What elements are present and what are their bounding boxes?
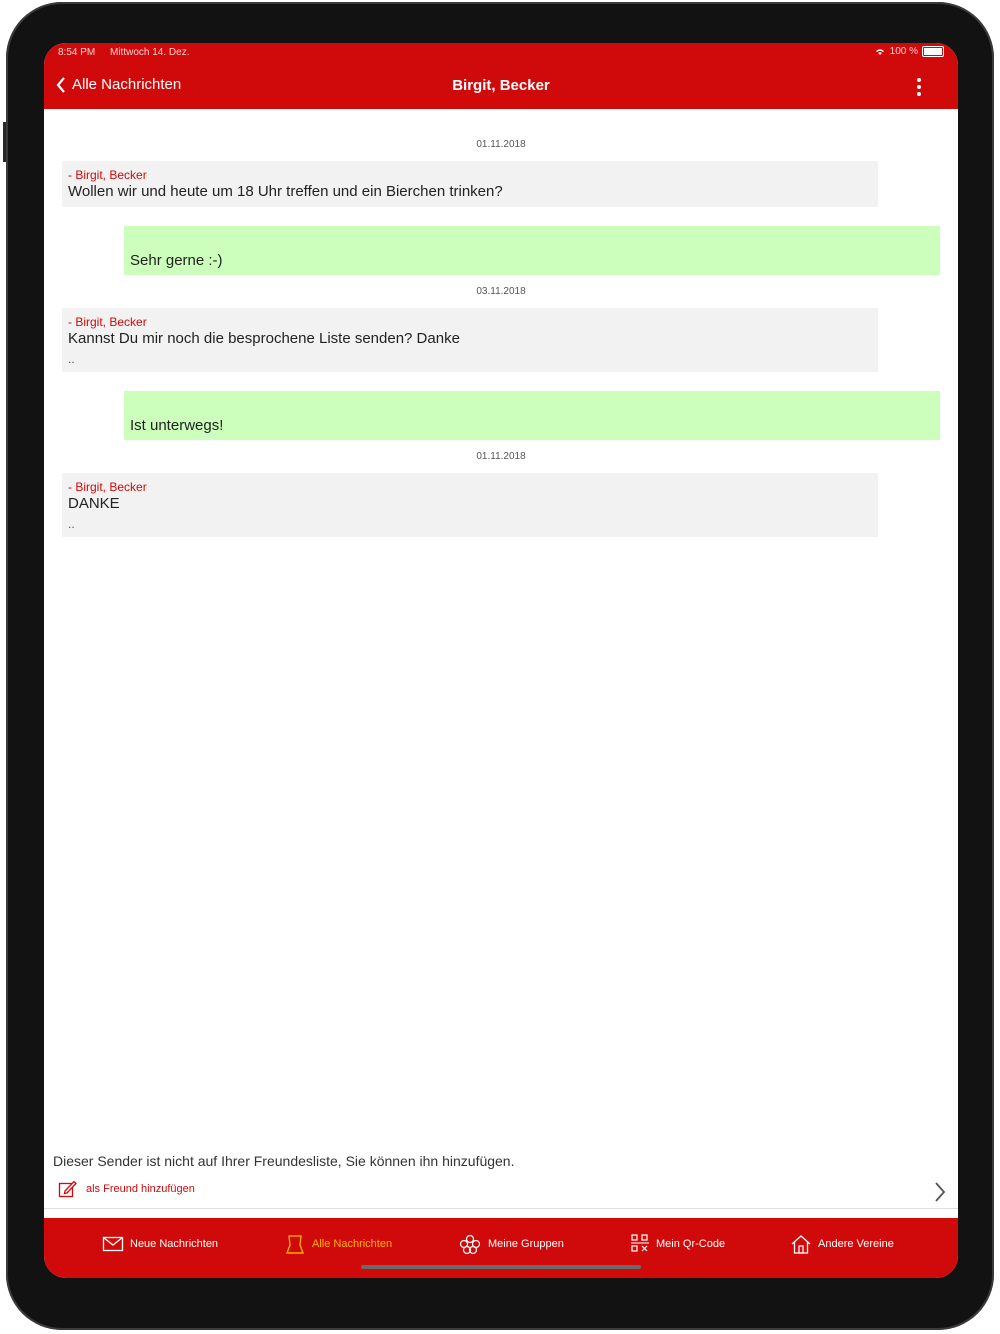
add-friend-label: als Freund hinzufügen	[86, 1183, 195, 1195]
conversation-title: Birgit, Becker	[452, 77, 550, 94]
home-indicator	[361, 1265, 641, 1269]
outgoing-message	[124, 226, 940, 275]
tab-other-clubs[interactable]	[790, 1231, 894, 1257]
navigation-bar	[44, 63, 958, 109]
tab-new-messages[interactable]	[102, 1231, 218, 1257]
back-button[interactable]	[56, 76, 181, 93]
tab-bar	[44, 1218, 958, 1278]
tab-label: Andere Vereine	[818, 1238, 894, 1250]
tab-label: Meine Gruppen	[488, 1238, 564, 1250]
status-bar	[44, 43, 958, 63]
status-date: Mittwoch 14. Dez.	[110, 47, 190, 58]
tab-all-messages[interactable]	[284, 1231, 392, 1257]
tab-my-groups[interactable]	[458, 1231, 564, 1257]
battery-icon	[922, 46, 944, 57]
status-time: 8:54 PM	[58, 47, 96, 58]
back-label: Alle Nachrichten	[72, 76, 182, 93]
home-icon	[790, 1233, 812, 1255]
tab-my-qr-code[interactable]	[630, 1231, 725, 1257]
chevron-left-icon	[56, 77, 66, 93]
battery-percent: 100 %	[889, 46, 918, 57]
friend-notice: Dieser Sender ist nicht auf Ihrer Freundesliste, Sie können ihn hinzufügen.	[53, 1153, 515, 1169]
message-more: ..	[68, 517, 75, 531]
tab-label: Neue Nachrichten	[130, 1238, 219, 1250]
message-text: DANKE	[68, 495, 120, 512]
add-friend-button[interactable]	[58, 1179, 195, 1199]
tab-label: Alle Nachrichten	[312, 1238, 393, 1250]
outgoing-message	[124, 391, 940, 440]
message-text: Ist unterwegs!	[130, 417, 224, 434]
message-sender: - Birgit, Becker	[68, 315, 147, 329]
status-right	[874, 46, 944, 57]
message-text: Wollen wir und heute um 18 Uhr treffen und ein Bierchen trinken?	[68, 183, 503, 200]
message-text: Sehr gerne :-)	[130, 252, 223, 269]
device-button	[3, 122, 6, 162]
groups-icon	[458, 1233, 482, 1255]
qr-code-icon	[630, 1233, 650, 1255]
incoming-message	[62, 308, 878, 372]
envelope-icon	[102, 1235, 124, 1253]
message-sender: - Birgit, Becker	[68, 168, 147, 182]
date-separator: 01.11.2018	[476, 139, 526, 150]
incoming-message	[62, 161, 878, 207]
message-sender: - Birgit, Becker	[68, 480, 147, 494]
tab-label: Mein Qr-Code	[656, 1238, 726, 1250]
incoming-message	[62, 473, 878, 537]
date-separator: 03.11.2018	[476, 286, 526, 297]
divider	[44, 1208, 958, 1209]
more-options-icon[interactable]	[914, 76, 924, 98]
wifi-icon	[874, 47, 886, 56]
edit-icon	[58, 1179, 78, 1199]
message-text: Kannst Du mir noch die besprochene Liste senden? Danke	[68, 330, 460, 347]
messages-icon	[284, 1233, 306, 1255]
message-more: ..	[68, 352, 75, 366]
date-separator: 01.11.2018	[476, 451, 526, 462]
app-screen	[44, 43, 958, 1278]
chevron-right-icon[interactable]	[934, 1181, 946, 1203]
